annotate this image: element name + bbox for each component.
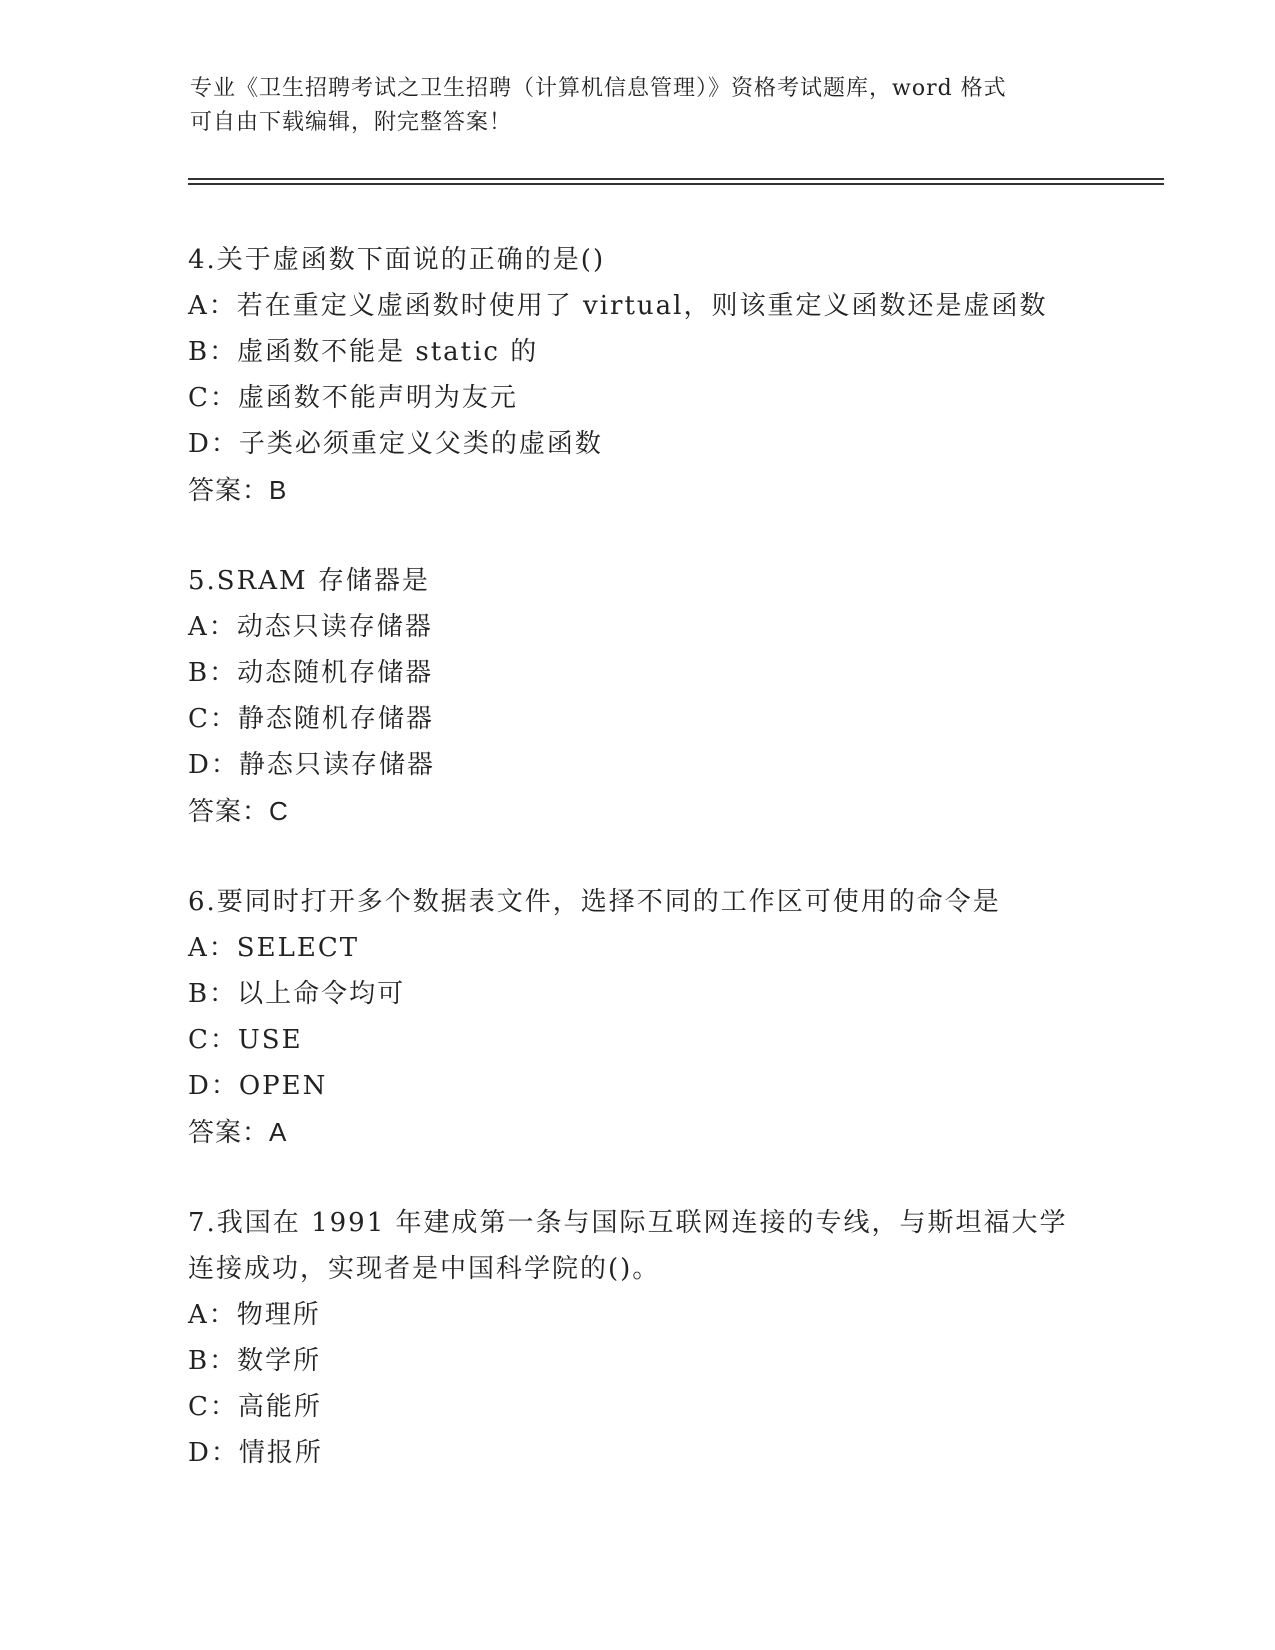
- question-stem-line-2: 连接成功，实现者是中国科学院的()。: [188, 1254, 661, 1284]
- option-b: B：虚函数不能是 static 的: [188, 337, 539, 367]
- option-d: D：子类必须重定义父类的虚函数: [188, 429, 603, 459]
- option-a: A：SELECT: [188, 933, 360, 963]
- option-a: A：动态只读存储器: [188, 612, 433, 642]
- option-c: C：虚函数不能声明为友元: [188, 383, 518, 413]
- option-a: A：若在重定义虚函数时使用了 virtual，则该重定义函数还是虚函数: [188, 291, 1048, 321]
- question-stem: 6.要同时打开多个数据表文件，选择不同的工作区可使用的命令是: [188, 887, 1001, 917]
- answer-label: 答案：A: [188, 1117, 288, 1147]
- answer-label: 答案：C: [188, 796, 289, 826]
- answer-label: 答案：B: [188, 475, 288, 505]
- question-stem-line-1: 7.我国在 1991 年建成第一条与国际互联网连接的专线，与斯坦福大学: [188, 1208, 1068, 1238]
- option-b: B：数学所: [188, 1346, 322, 1376]
- header-divider-top: [188, 178, 1164, 180]
- option-d: D：静态只读存储器: [188, 750, 435, 780]
- option-d: D：情报所: [188, 1438, 323, 1468]
- header-divider-bottom: [188, 183, 1164, 185]
- option-c: C：USE: [188, 1025, 303, 1055]
- question-stem: 5.SRAM 存储器是: [188, 566, 430, 596]
- question-4: [188, 237, 1088, 513]
- option-a: A：物理所: [188, 1300, 321, 1330]
- option-d: D：OPEN: [188, 1071, 328, 1101]
- header-line-1: 专业《卫生招聘考试之卫生招聘（计算机信息管理）》资格考试题库，word 格式: [190, 76, 1007, 101]
- question-7: [188, 1200, 1088, 1476]
- option-b: B：以上命令均可: [188, 979, 406, 1009]
- question-6: [188, 879, 1088, 1155]
- option-b: B：动态随机存储器: [188, 658, 434, 688]
- header-line-2: 可自由下载编辑，附完整答案！: [190, 110, 513, 135]
- question-stem: 4.关于虚函数下面说的正确的是(): [188, 245, 606, 275]
- document-header: [190, 72, 1090, 140]
- question-5: [188, 558, 1088, 834]
- option-c: C：静态随机存储器: [188, 704, 434, 734]
- option-c: C：高能所: [188, 1392, 322, 1422]
